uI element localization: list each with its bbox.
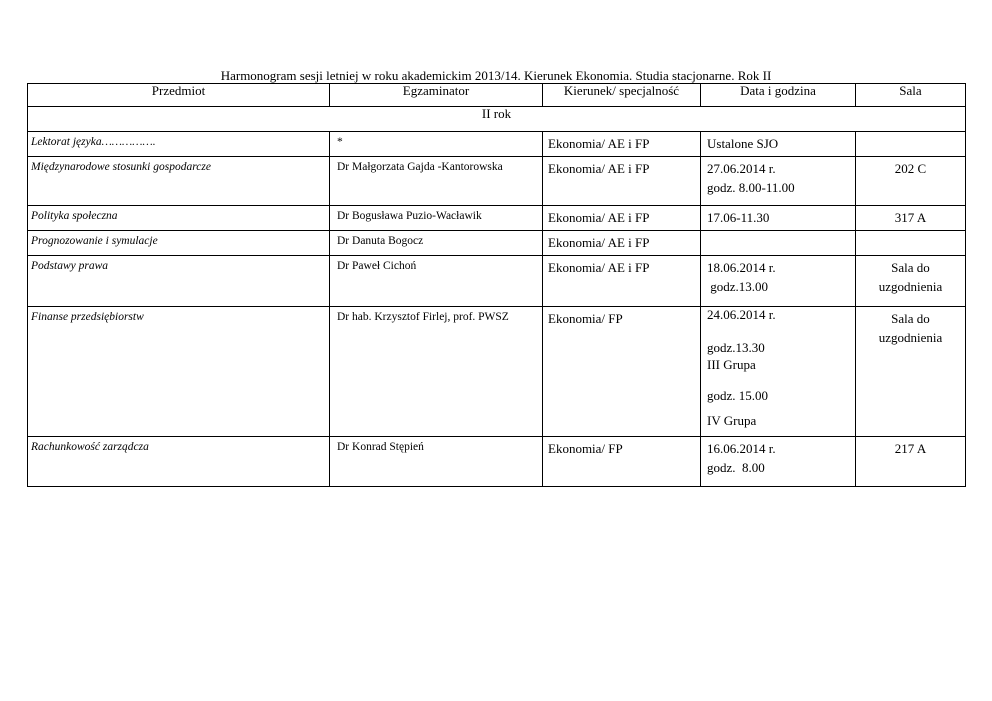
examiner-cell: Dr Małgorzata Gajda -Kantorowska	[330, 157, 543, 206]
datetime-line: 16.06.2014 r.	[707, 441, 776, 456]
table-row	[28, 206, 966, 231]
room-line: Sala do	[891, 311, 930, 326]
datetime-line: godz.13.00	[707, 279, 769, 294]
department-cell: Ekonomia/ FP	[543, 437, 701, 487]
subject-cell: Międzynarodowe stosunki gospodarcze	[28, 157, 330, 206]
datetime-cell	[701, 157, 856, 206]
table-row	[28, 132, 966, 157]
datetime-line: 24.06.2014 r.	[707, 307, 776, 322]
department-cell: Ekonomia/ AE i FP	[543, 132, 701, 157]
table-row	[28, 231, 966, 256]
table-row	[28, 256, 966, 307]
room-cell	[856, 307, 966, 437]
datetime-cell	[701, 437, 856, 487]
datetime-cell	[701, 256, 856, 307]
department-cell: Ekonomia/ FP	[543, 307, 701, 437]
subject-cell: Podstawy prawa	[28, 256, 330, 307]
header-department: Kierunek/ specjalność	[543, 84, 701, 107]
header-datetime: Data i godzina	[701, 84, 856, 107]
room-line: uzgodnienia	[878, 279, 943, 294]
room-line: Sala do	[891, 260, 930, 275]
room-cell	[856, 132, 966, 157]
table-row	[28, 157, 966, 206]
department-cell: Ekonomia/ AE i FP	[543, 256, 701, 307]
datetime-line: 17.06-11.30	[707, 210, 770, 225]
examiner-cell: *	[330, 132, 543, 157]
header-room: Sala	[856, 84, 966, 107]
table-header-row	[28, 84, 966, 107]
examiner-cell: Dr hab. Krzysztof Firlej, prof. PWSZ	[330, 307, 543, 437]
year-row	[28, 107, 966, 132]
department-cell: Ekonomia/ AE i FP	[543, 157, 701, 206]
subject-cell: Finanse przedsiębiorstw	[28, 307, 330, 437]
room-line: 317 A	[894, 210, 927, 225]
datetime-cell	[701, 307, 856, 437]
datetime-line: godz. 8.00-11.00	[707, 180, 795, 195]
room-cell	[856, 231, 966, 256]
year-label: II rok	[28, 107, 966, 132]
examiner-cell: Dr Bogusława Puzio-Wacławik	[330, 206, 543, 231]
datetime-line: III Grupa	[707, 357, 756, 372]
datetime-cell	[701, 206, 856, 231]
examiner-cell: Dr Danuta Bogocz	[330, 231, 543, 256]
datetime-line: godz. 8.00	[707, 460, 765, 475]
header-examiner: Egzaminator	[330, 84, 543, 107]
table-row	[28, 307, 966, 437]
datetime-line: 18.06.2014 r.	[707, 260, 776, 275]
table-row	[28, 437, 966, 487]
datetime-line: godz.13.30	[707, 340, 765, 355]
department-cell: Ekonomia/ AE i FP	[543, 231, 701, 256]
room-line: 217 A	[894, 441, 927, 456]
datetime-line: Ustalone SJO	[707, 136, 779, 151]
subject-cell: Prognozowanie i symulacje	[28, 231, 330, 256]
document-title: Harmonogram sesji letniej w roku akademickim 2013/14. Kierunek Ekonomia. Studia stacjonarne. Rok II	[220, 68, 772, 83]
datetime-line: godz. 15.00	[707, 388, 769, 403]
room-line: uzgodnienia	[878, 330, 943, 345]
datetime-line: 27.06.2014 r.	[707, 161, 776, 176]
subject-cell: Rachunkowość zarządcza	[28, 437, 330, 487]
room-line: 202 C	[894, 161, 927, 176]
department-cell: Ekonomia/ AE i FP	[543, 206, 701, 231]
subject-cell: Polityka społeczna	[28, 206, 330, 231]
room-cell	[856, 437, 966, 487]
examiner-cell: Dr Paweł Cichoń	[330, 256, 543, 307]
examiner-cell: Dr Konrad Stępień	[330, 437, 543, 487]
room-cell	[856, 206, 966, 231]
exam-schedule-table	[27, 83, 966, 487]
header-subject: Przedmiot	[28, 84, 330, 107]
datetime-cell	[701, 132, 856, 157]
room-cell	[856, 157, 966, 206]
datetime-line: IV Grupa	[707, 413, 757, 428]
datetime-cell	[701, 231, 856, 256]
subject-cell: Lektorat języka…………….	[28, 132, 330, 157]
room-cell	[856, 256, 966, 307]
